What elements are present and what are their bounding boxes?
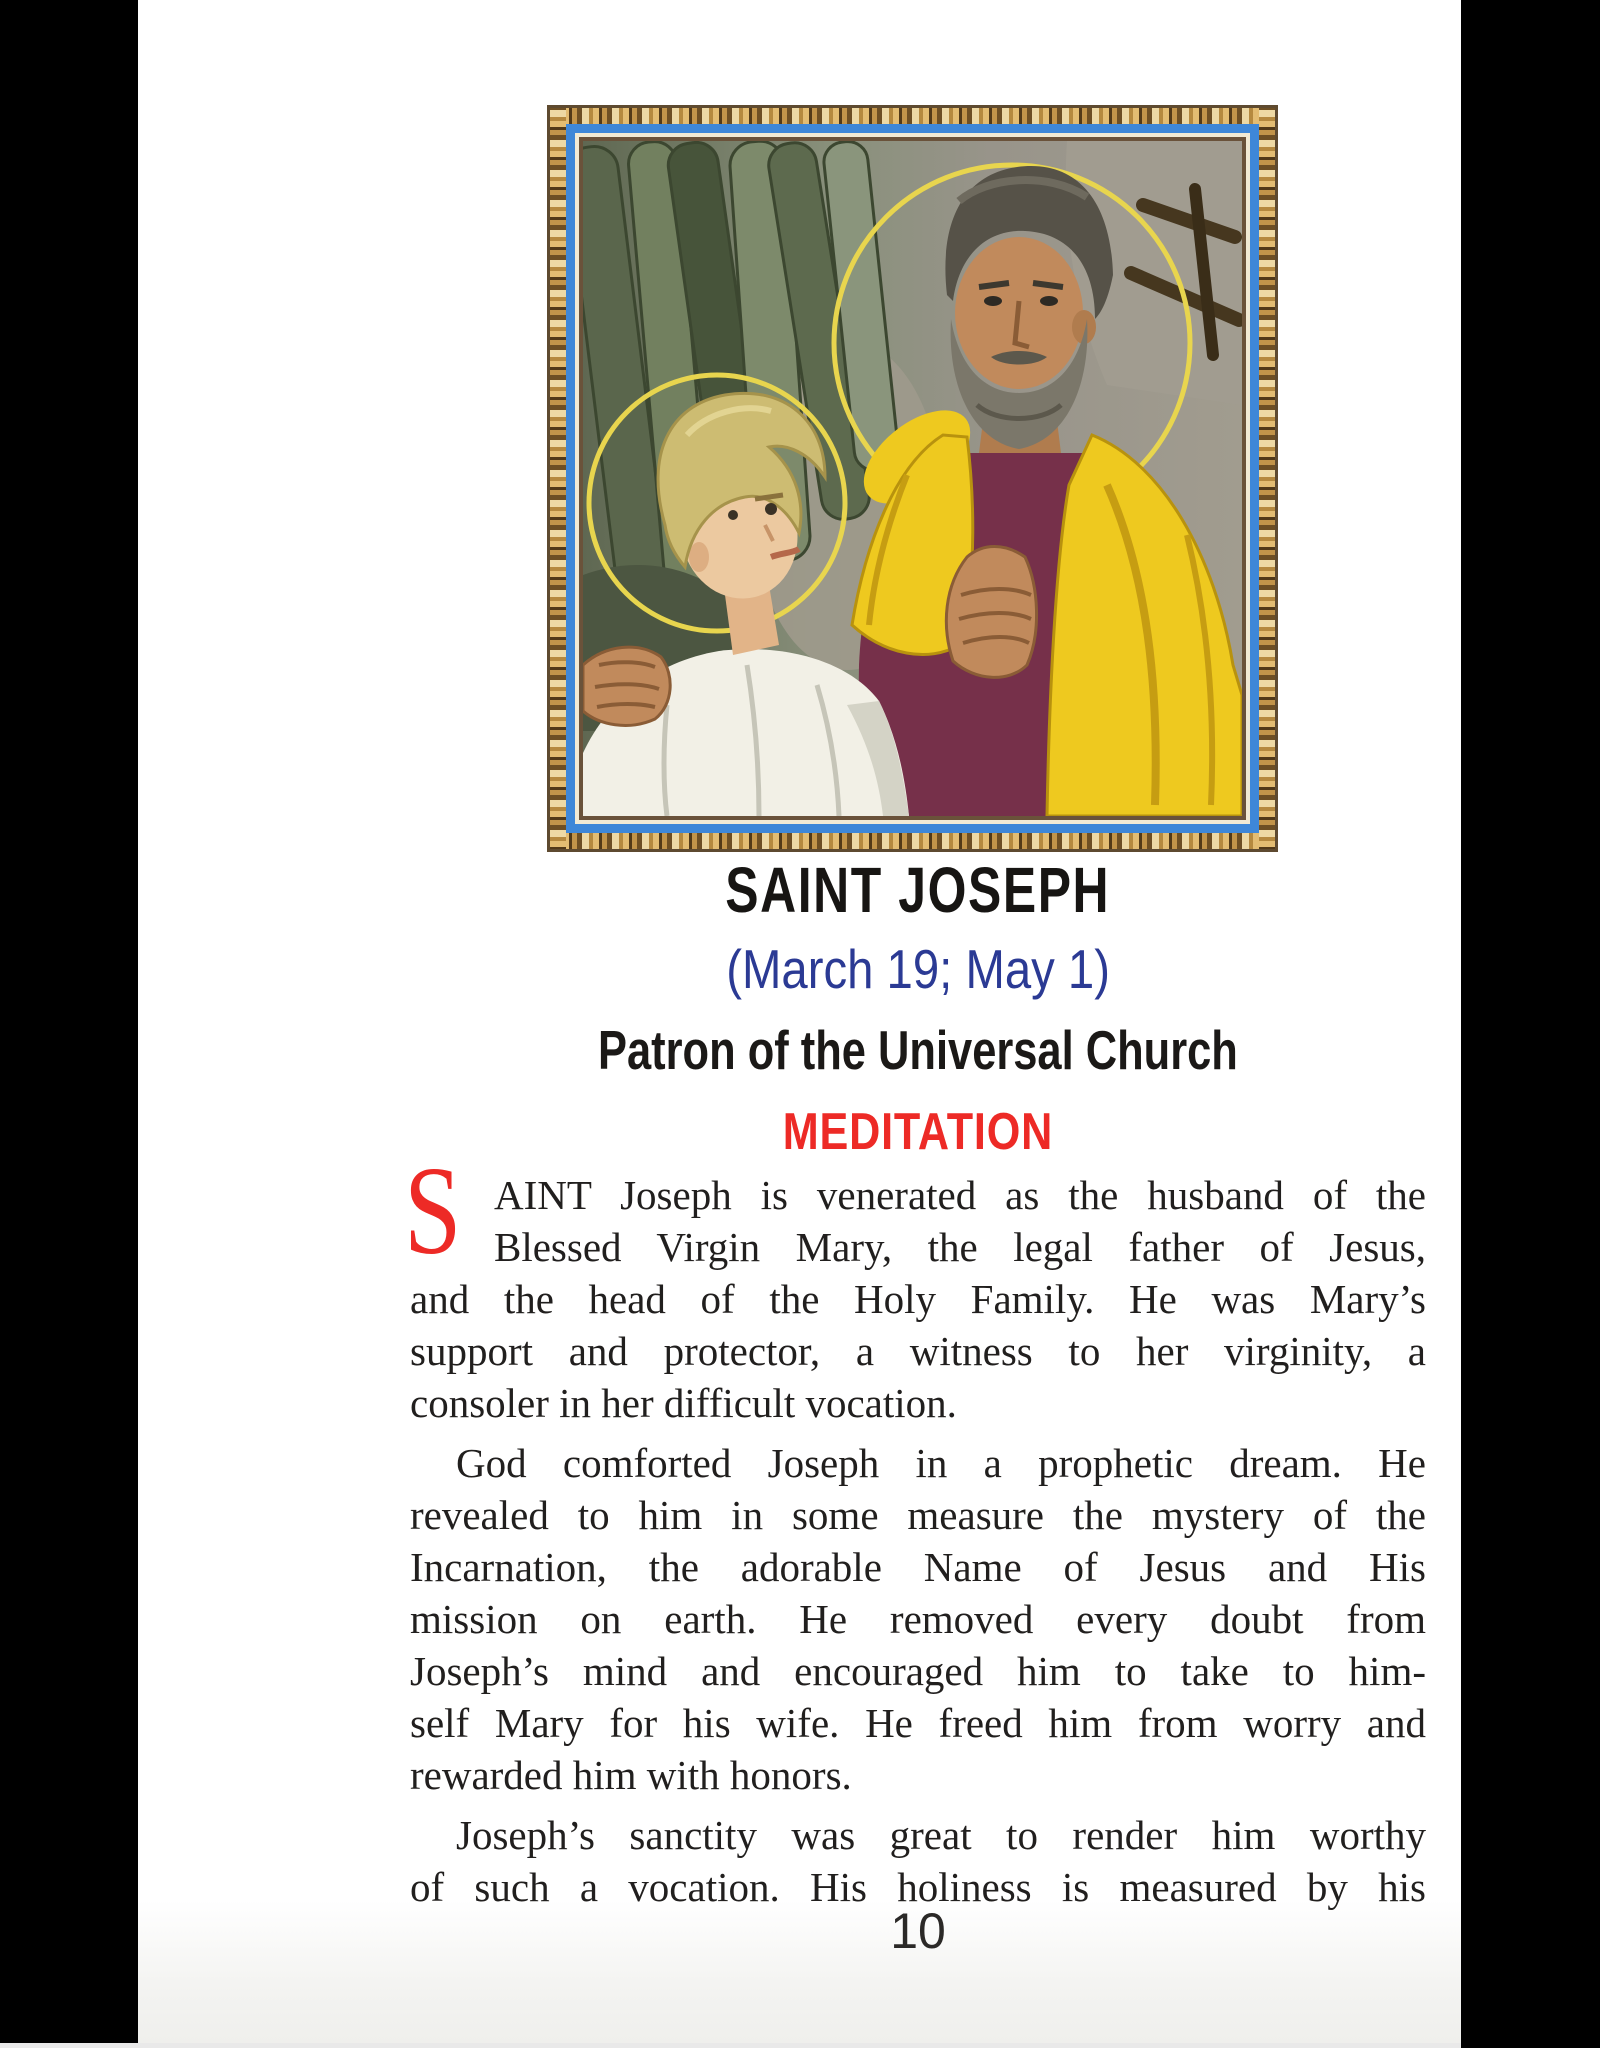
saint-joseph-artwork xyxy=(547,105,1278,852)
page-number: 10 xyxy=(890,1903,946,1959)
body-line: revealed to him in some measure the mystery of the xyxy=(410,1492,1426,1538)
body-line: Blessed Virgin Mary, the legal father of Jesus, xyxy=(494,1224,1426,1270)
body-line: Incarnation, the adorable Name of Jesus and His xyxy=(410,1544,1426,1590)
book-page xyxy=(138,0,1461,2043)
left-letterbox-bar xyxy=(0,0,138,2043)
page-title xyxy=(410,854,1426,926)
subtitle xyxy=(410,1019,1426,1081)
paragraph-3 xyxy=(410,1809,1426,1913)
body-line: Joseph’s mind and encouraged him to take to him- xyxy=(410,1648,1426,1694)
painting-illustration xyxy=(547,105,1278,852)
body-line: AINT Joseph is venerated as the husband of the xyxy=(494,1172,1426,1218)
subtitle-text: Patron of the Universal Church xyxy=(598,1019,1238,1081)
paragraph-2 xyxy=(410,1437,1426,1801)
body-line: consoler in her difficult vocation. xyxy=(410,1380,957,1426)
feast-dates xyxy=(410,938,1426,1000)
bottom-edge-strip xyxy=(0,2043,1461,2048)
body-line: of such a vocation. His holiness is measured by his xyxy=(410,1864,1426,1910)
drop-cap: S xyxy=(404,1142,462,1281)
meditation-heading-text: MEDITATION xyxy=(782,1103,1054,1161)
body-line: mission on earth. He removed every doubt from xyxy=(410,1596,1426,1642)
body-line: support and protector, a witness to her virginity, a xyxy=(410,1328,1426,1374)
body-line: God comforted Joseph in a prophetic dream. He xyxy=(456,1440,1426,1486)
right-letterbox-bar xyxy=(1461,0,1600,2048)
body-line: rewarded him with honors. xyxy=(410,1752,852,1798)
meditation-body xyxy=(404,1142,1426,1913)
paragraph-1 xyxy=(404,1142,1426,1429)
body-line: self Mary for his wife. He freed him from worry and xyxy=(410,1700,1426,1746)
body-line: Joseph’s sanctity was great to render him worthy xyxy=(456,1812,1426,1858)
meditation-heading xyxy=(410,1103,1426,1161)
feast-dates-text: (March 19; May 1) xyxy=(726,938,1110,1000)
page-title-text: SAINT JOSEPH xyxy=(725,854,1111,926)
body-line: and the head of the Holy Family. He was Mary’s xyxy=(410,1276,1426,1322)
